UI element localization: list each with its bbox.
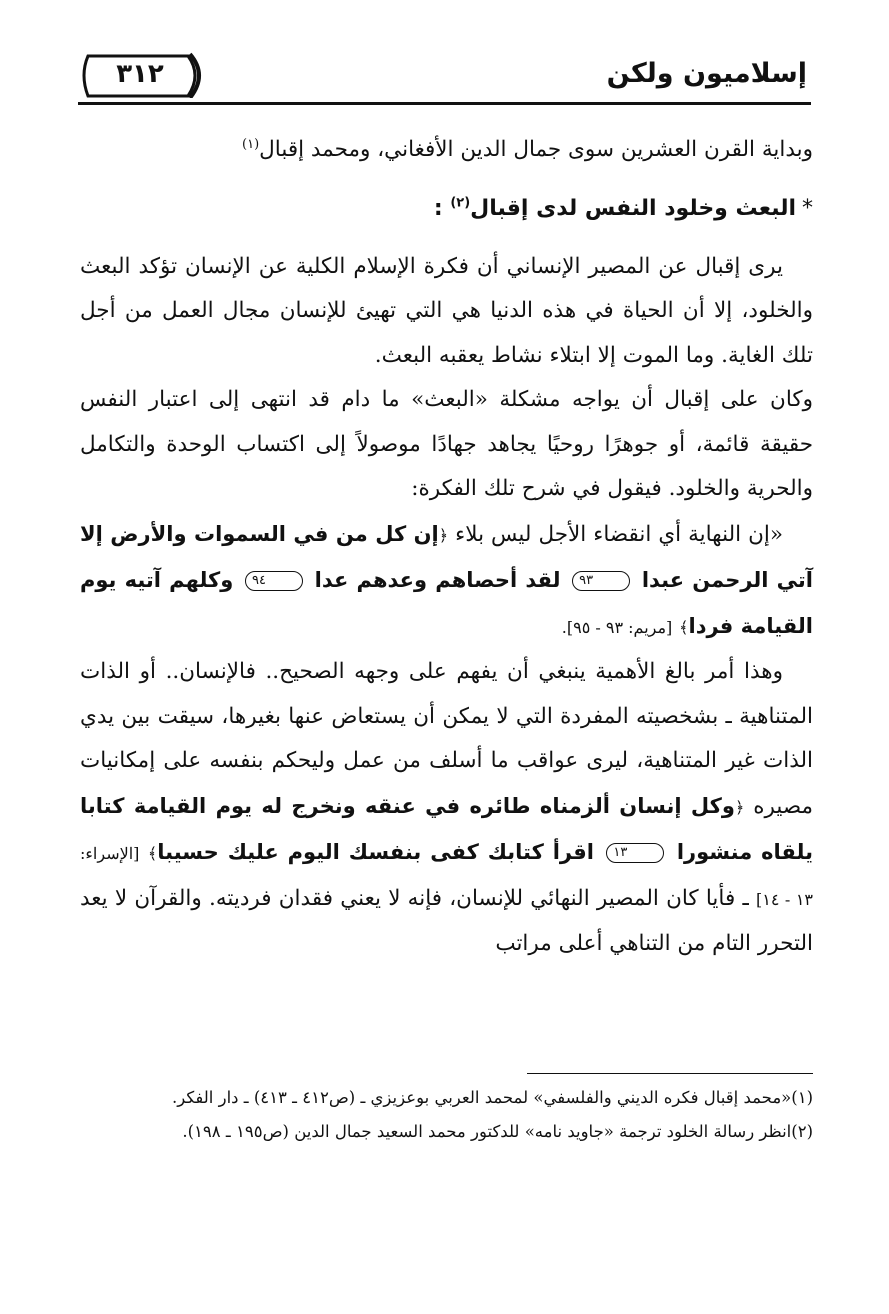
page-number-badge — [78, 52, 204, 98]
section-subheading — [80, 183, 813, 235]
quran-verse-13: وكل إنسان ألزمناه طائره في عنقه ونخرج له يوم القيامة كتابا يلقاه منشورا — [80, 793, 814, 864]
paragraph-1: يرى إقبال عن المصير الإنساني أن فكرة الإسلام الكلية عن الإنسان تؤكد البعث والخلود، إلا أن الحياة في هذه الدنيا هي التي تهيئ للإنسان مجال العمل من أجل تلك الغاية. وما الموت إلا ابتلاء نشاط يعقبه البعث. — [80, 253, 813, 368]
footnote-ref-1: (١) — [242, 136, 260, 152]
paragraph-3 — [80, 512, 813, 651]
quran-open-bracket: ﴿ — [438, 525, 449, 545]
running-title: إسلاميون ولكن — [606, 58, 807, 89]
footnote-2: (٢)انظر رسالة الخلود ترجمة «جاويد نامه» للدكتور محمد السعيد جمال الدين (ص١٩٥ ـ ١٩٨). — [182, 1122, 813, 1141]
page-number: ٣١٢ — [116, 59, 164, 89]
subheading-text: البعث وخلود النفس لدى إقبال — [470, 195, 796, 221]
footnote-1: (١)«محمد إقبال فكره الديني والفلسفي» لمحمد العربي بوعزيزي ـ (ص٤١٢ ـ ٤١٣) ـ دار الفكر. — [171, 1088, 813, 1107]
ayah-number-94: ٩٤ — [245, 571, 303, 591]
paragraph-4 — [80, 650, 813, 967]
quran-close-bracket-2: ﴾ — [147, 844, 158, 863]
quran-verse-95: وكلهم آتيه يوم القيامة فردا — [80, 568, 813, 638]
footnote-ref-2: (٢) — [450, 195, 471, 211]
quote-intro: «إن النهاية أي انقضاء الأجل ليس بلاء — [455, 521, 784, 547]
footnote-rule — [527, 1073, 813, 1074]
footnotes — [80, 1082, 813, 1150]
quran-verse-14: اقرأ كتابك كفى بنفسك اليوم عليك حسيبا — [157, 840, 594, 864]
paragraph-2: وكان على إقبال أن يواجه مشكلة «البعث» ما دام قد انتهى إلى اعتبار النفس حقيقة قائمة، أو جوهرًا روحيًا يجاهد جهادًا موصولاً إلى اكتساب الوحدة والتكامل والحرية والخلود. فيقول في شرح تلك الفكرة: — [80, 387, 813, 501]
header-rule — [78, 102, 811, 105]
ayah-number-93: ٩٣ — [572, 571, 630, 591]
quran-open-bracket-2: ﴿ — [734, 797, 745, 817]
quran-verse-94: لقد أحصاهم وعدهم عدا — [314, 568, 561, 592]
quran-verse-93: إن كل من في السموات والأرض إلا آتي الرحمن عبدا — [80, 521, 813, 592]
subheading-colon: : — [433, 195, 443, 221]
citation-isra: [الإسراء: ١٣ - ١٤] — [80, 844, 814, 909]
body-text — [80, 128, 813, 967]
opening-line — [80, 128, 813, 173]
ayah-number-13: ١٣ — [606, 843, 664, 863]
opening-line-text: وبداية القرن العشرين سوى جمال الدين الأفغاني، ومحمد إقبال — [259, 137, 813, 162]
citation-maryam: [مريم: ٩٣ - ٩٥]. — [561, 617, 673, 637]
paragraph-4-text: وهذا أمر بالغ الأهمية ينبغي أن يفهم على وجهه الصحيح.. فالإنسان.. أو الذات المتناهية ـ بشخصيته المفردة التي لا يمكن أن يستعاض عنها بغيرها، سيقت بين يدي الذات غير المتناهية، ليرى عواقب ما أسلف من عمل وليحكم بنفسه على إمكانيات مصيره — [80, 659, 814, 819]
page-header — [78, 52, 811, 108]
star-icon: * — [802, 195, 813, 221]
quran-close-bracket: ﴾ — [679, 617, 689, 637]
paragraph-4-continuation: ـ فأيا كان المصير النهائي للإنسان، فإنه لا يعني فقدان فرديته. والقرآن لا يعد التحرر التام من التناهي أعلى مراتب — [80, 885, 813, 956]
